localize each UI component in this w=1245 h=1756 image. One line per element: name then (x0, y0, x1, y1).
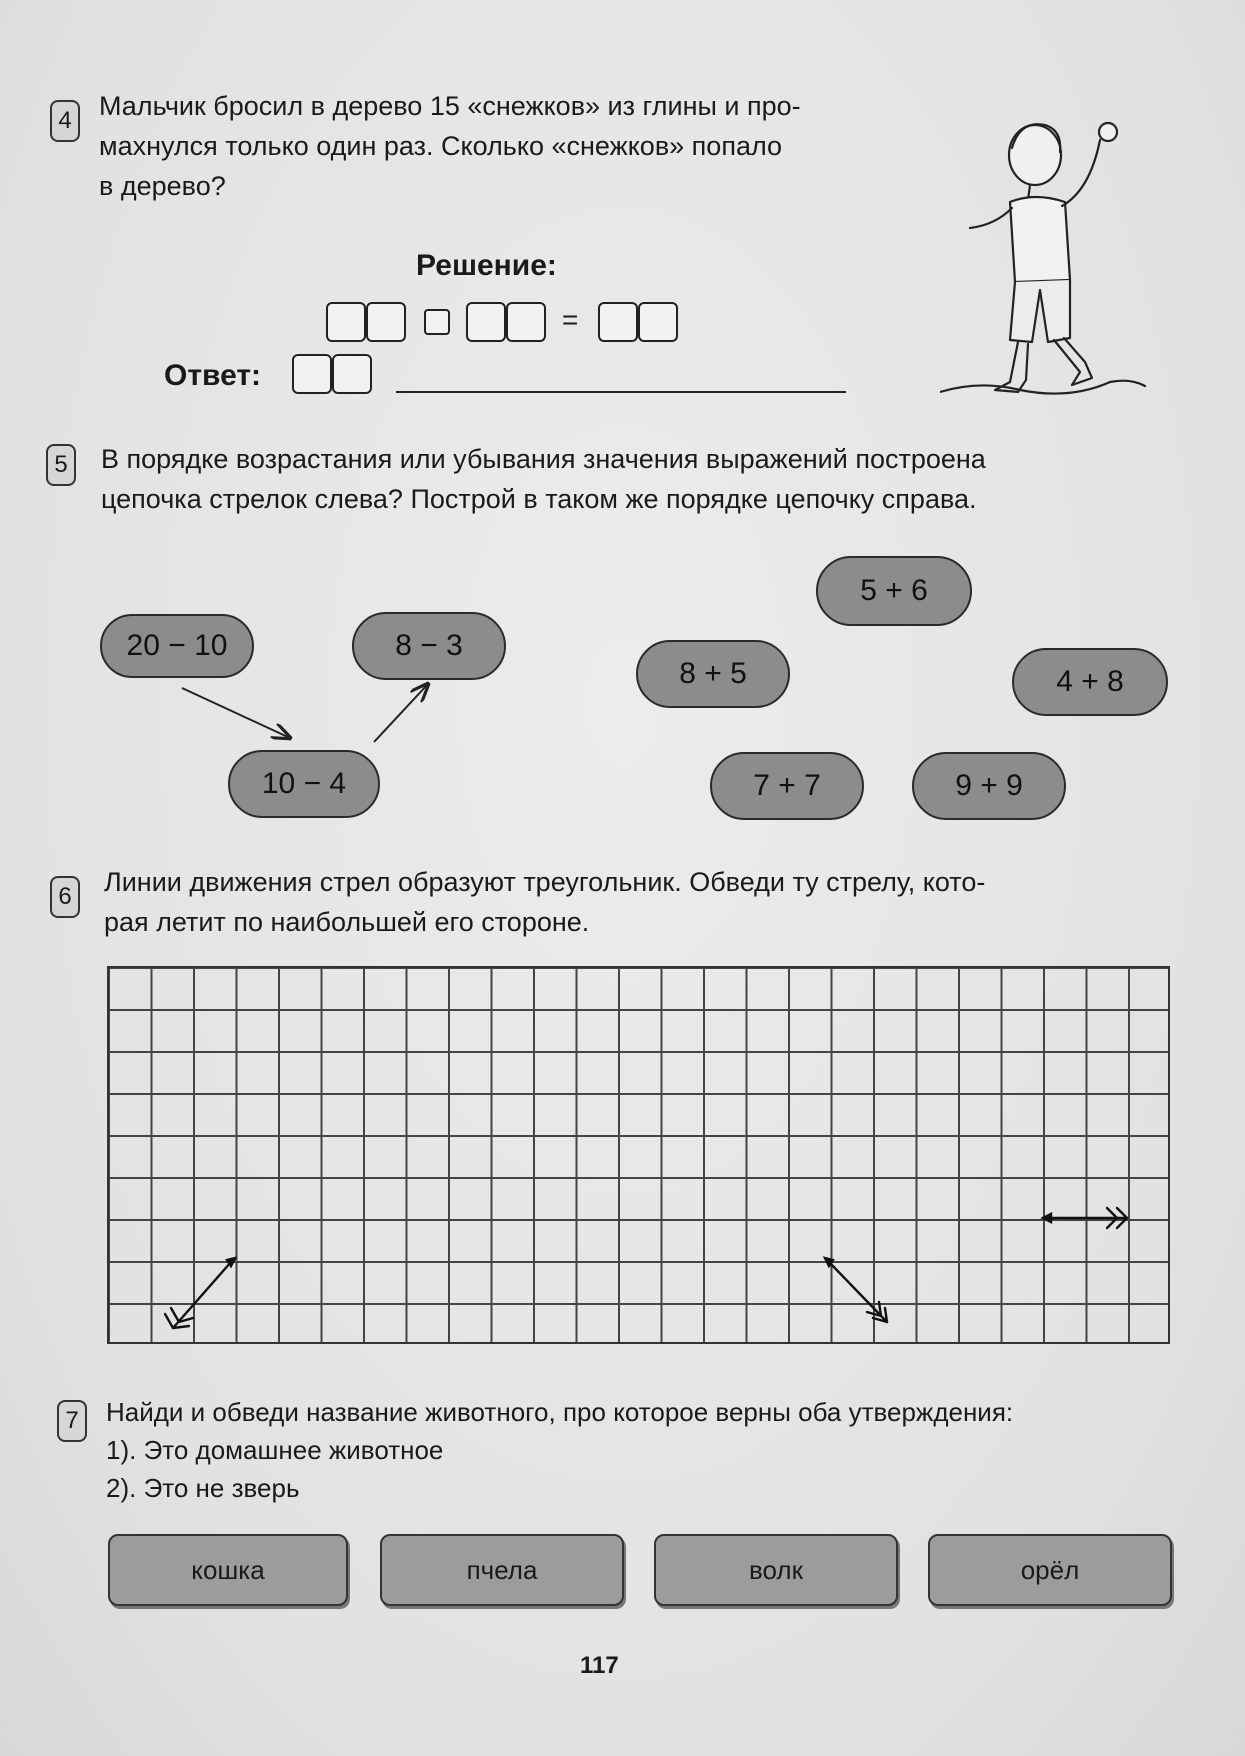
option-eagle[interactable]: орёл (928, 1534, 1172, 1606)
page-number: 117 (580, 1652, 619, 1679)
task-6-line-1: Линии движения стрел образуют треугольник. Обведи ту стрелу, кото- (104, 867, 986, 897)
snowball-icon (1099, 123, 1117, 141)
task-7-text (106, 1393, 1226, 1507)
arrow-left-diagonal (165, 1258, 235, 1328)
task-7-line-3: 2). Это не зверь (106, 1473, 300, 1503)
task-4-line-3: в дерево? (99, 171, 226, 201)
task-4-line-1: Мальчик бросил в дерево 15 «снежков» из глины и про- (99, 91, 801, 121)
task-4-line-2: махнулся только один раз. Сколько «снежков» попало (99, 131, 783, 161)
task-4-text (99, 86, 919, 206)
result-digit-box[interactable] (638, 302, 678, 342)
task-7-line-2: 1). Это домашнее животное (106, 1435, 444, 1465)
answer-digit-box[interactable] (292, 354, 332, 394)
task-7-number: 7 (57, 1400, 87, 1442)
task-4-number: 4 (50, 100, 80, 142)
option-bee[interactable]: пчела (380, 1534, 624, 1606)
option-wolf[interactable]: волк (654, 1534, 898, 1606)
task-6-number: 6 (50, 876, 80, 918)
solution-digit-box[interactable] (466, 302, 506, 342)
operation-sign-box[interactable] (424, 309, 450, 335)
expression-9-plus-9[interactable]: 9 + 9 (912, 752, 1066, 820)
answer-digit-box[interactable] (332, 354, 372, 394)
boy-throwing-illustration (940, 110, 1150, 400)
arrow-middle-diagonal (825, 1258, 887, 1322)
equals-sign: = (562, 304, 579, 335)
task-7-line-1: Найди и обведи название животного, про которое верны оба утверждения: (106, 1397, 1014, 1427)
answer-line[interactable] (396, 391, 846, 393)
result-digit-box[interactable] (598, 302, 638, 342)
arrow-1 (182, 688, 290, 738)
task-5-number: 5 (46, 444, 76, 486)
expression-4-plus-8[interactable]: 4 + 8 (1012, 648, 1168, 716)
task-5-text (101, 439, 1201, 519)
solution-label: Решение: (416, 249, 557, 282)
example-arrow-chain (170, 670, 450, 780)
solution-digit-box[interactable] (506, 302, 546, 342)
task-5-line-2: цепочка стрелок слева? Построй в таком же порядке цепочку справа. (101, 484, 977, 514)
expression-20-minus-10: 20 − 10 (100, 614, 254, 678)
expression-10-minus-4: 10 − 4 (228, 750, 380, 818)
solution-digit-box[interactable] (326, 302, 366, 342)
task-5-line-1: В порядке возрастания или убывания значения выражений построена (101, 444, 986, 474)
arrow-right-horizontal (1043, 1208, 1127, 1228)
answer-label: Ответ: (164, 359, 262, 392)
option-cat[interactable]: кошка (108, 1534, 348, 1606)
arrow-2 (374, 684, 428, 742)
arrows-on-grid (107, 966, 1170, 1344)
task-6-line-2: рая летит по наибольшей его стороне. (104, 907, 590, 937)
task-6-text (104, 862, 1204, 942)
expression-8-minus-3: 8 − 3 (352, 612, 506, 680)
expression-8-plus-5[interactable]: 8 + 5 (636, 640, 790, 708)
expression-5-plus-6[interactable]: 5 + 6 (816, 556, 972, 626)
solution-digit-box[interactable] (366, 302, 406, 342)
expression-7-plus-7[interactable]: 7 + 7 (710, 752, 864, 820)
